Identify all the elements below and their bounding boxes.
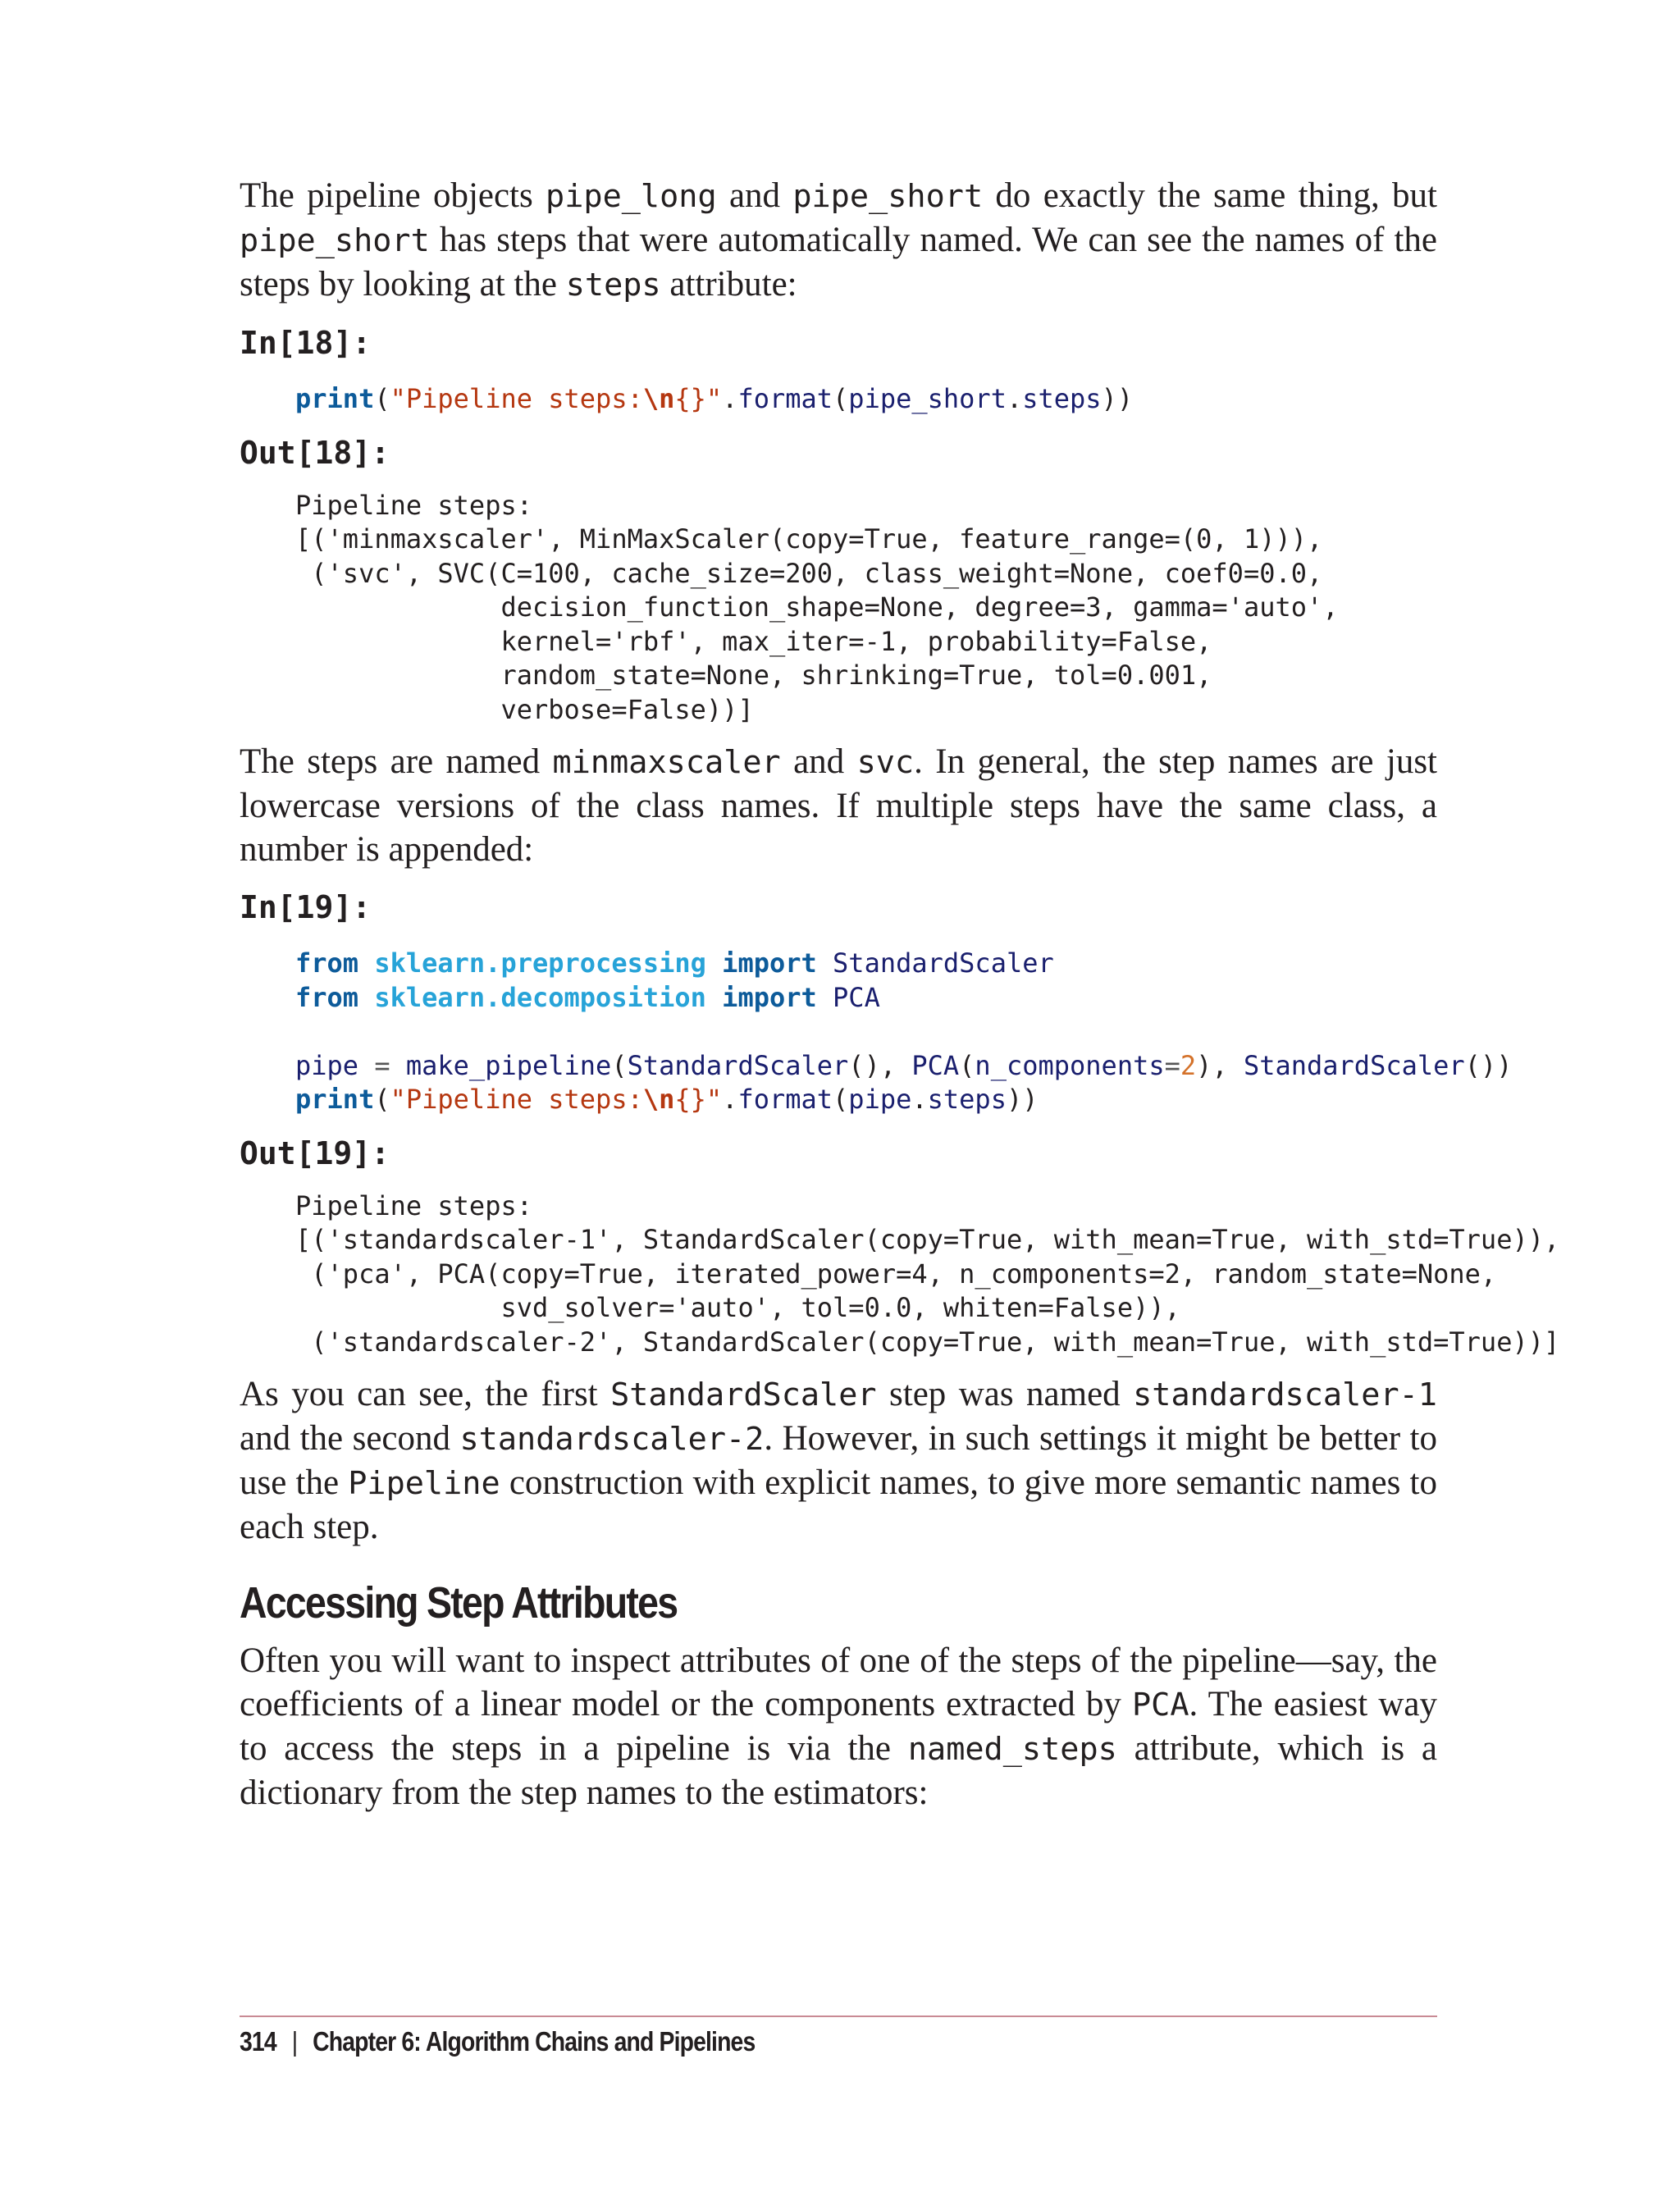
inline-code: Pipeline	[348, 1465, 500, 1502]
text: construction with explicit names, to give more semantic names to each step.	[240, 1463, 1437, 1546]
section-heading: Accessing Step Attributes	[240, 1578, 678, 1628]
output-line: ('svc', SVC(C=100, cache_size=200, class_weight=None, coef0=0.0,	[295, 557, 1323, 589]
text: . In general, the step names are just lowercase versions of the class names. If multiple steps have the same class, a number is appended:	[240, 742, 1437, 869]
inline-code: steps	[565, 267, 661, 304]
inline-code: StandardScaler	[610, 1376, 877, 1413]
paragraph-2	[240, 740, 1437, 871]
text: The pipeline objects	[240, 176, 546, 215]
chapter-title: Chapter 6: Algorithm Chains and Pipelines	[313, 2026, 756, 2057]
output-line: [('minmaxscaler', MinMaxScaler(copy=True, feature_range=(0, 1))),	[295, 523, 1323, 555]
paragraph-1	[240, 174, 1437, 307]
output-line: svd_solver='auto', tol=0.0, whiten=False)),	[295, 1292, 1180, 1323]
inline-code: svc	[856, 744, 915, 781]
text: . However, in such settings it might be better to use the	[240, 1419, 1437, 1502]
output-line: verbose=False))]	[295, 693, 754, 725]
inline-code: standardscaler-1	[1133, 1376, 1437, 1413]
output-line: decision_function_shape=None, degree=3, gamma='auto',	[295, 591, 1339, 623]
output-block-18	[240, 489, 1437, 728]
page-body	[240, 174, 1560, 1815]
inline-code: pipe_long	[546, 178, 717, 215]
page-footer	[240, 2026, 755, 2057]
output-line: ('pca', PCA(copy=True, iterated_power=4, n_components=2, random_state=None,	[295, 1258, 1497, 1290]
output-line: Pipeline steps:	[295, 489, 532, 521]
inline-code: named_steps	[907, 1731, 1117, 1768]
output-line: Pipeline steps:	[295, 1189, 532, 1221]
text: Often you will want to inspect attributes of one of the steps of the pipeline—say, the coefficients of a linear model or the components extracted by	[240, 1641, 1437, 1723]
output-line: kernel='rbf', max_iter=-1, probability=False,	[295, 625, 1212, 657]
text: As you can see, the first	[240, 1375, 611, 1413]
inline-code: PCA	[1132, 1687, 1189, 1723]
text: do exactly the same thing, but	[983, 176, 1437, 215]
inline-code: minmaxscaler	[552, 744, 781, 781]
text: and the second	[240, 1419, 460, 1458]
paragraph-3	[240, 1372, 1437, 1549]
text: attribute:	[660, 265, 797, 304]
footer-rule	[240, 2016, 1437, 2017]
text: step was named	[876, 1375, 1134, 1413]
inline-code: standardscaler-2	[459, 1421, 765, 1458]
output-prompt-19: Out[19]:	[240, 1134, 390, 1171]
text: and	[716, 176, 793, 215]
input-prompt-19: In[19]:	[240, 889, 372, 925]
footer-separator: |	[291, 2026, 298, 2057]
input-prompt-18: In[18]:	[240, 325, 372, 361]
output-block-19	[240, 1189, 1560, 1360]
text: The steps are named	[240, 742, 553, 781]
output-line: random_state=None, shrinking=True, tol=0.001,	[295, 660, 1212, 691]
paragraph-4	[240, 1639, 1437, 1815]
output-line: ('standardscaler-2', StandardScaler(copy=True, with_mean=True, with_std=True))]	[295, 1326, 1560, 1358]
output-line: [('standardscaler-1', StandardScaler(copy=True, with_mean=True, with_std=True)),	[295, 1224, 1560, 1255]
output-prompt-18: Out[18]:	[240, 434, 390, 471]
text: and	[780, 742, 857, 781]
code-block-in18: print("Pipeline steps:\n{}".format(pipe_short.steps))	[295, 383, 1134, 414]
inline-code: pipe_short	[240, 222, 430, 259]
page-number: 314	[240, 2026, 276, 2057]
text: has steps that were automatically named. We can see the names of the steps by looking at the	[240, 221, 1437, 304]
text: attribute, which is a dictionary from the step names to the estimators:	[240, 1729, 1437, 1812]
text: . The easiest way to access the steps in a pipeline is via the	[240, 1685, 1437, 1768]
code-block-in19: from sklearn.preprocessing import StandardScaler from sklearn.decomposition import PCA pipe = make_pipeline(StandardScaler(), PCA(n_components=2), StandardScaler()) print("Pipeline steps:\n{}".format(pipe.steps))	[295, 947, 1513, 1115]
inline-code: pipe_short	[792, 178, 984, 215]
